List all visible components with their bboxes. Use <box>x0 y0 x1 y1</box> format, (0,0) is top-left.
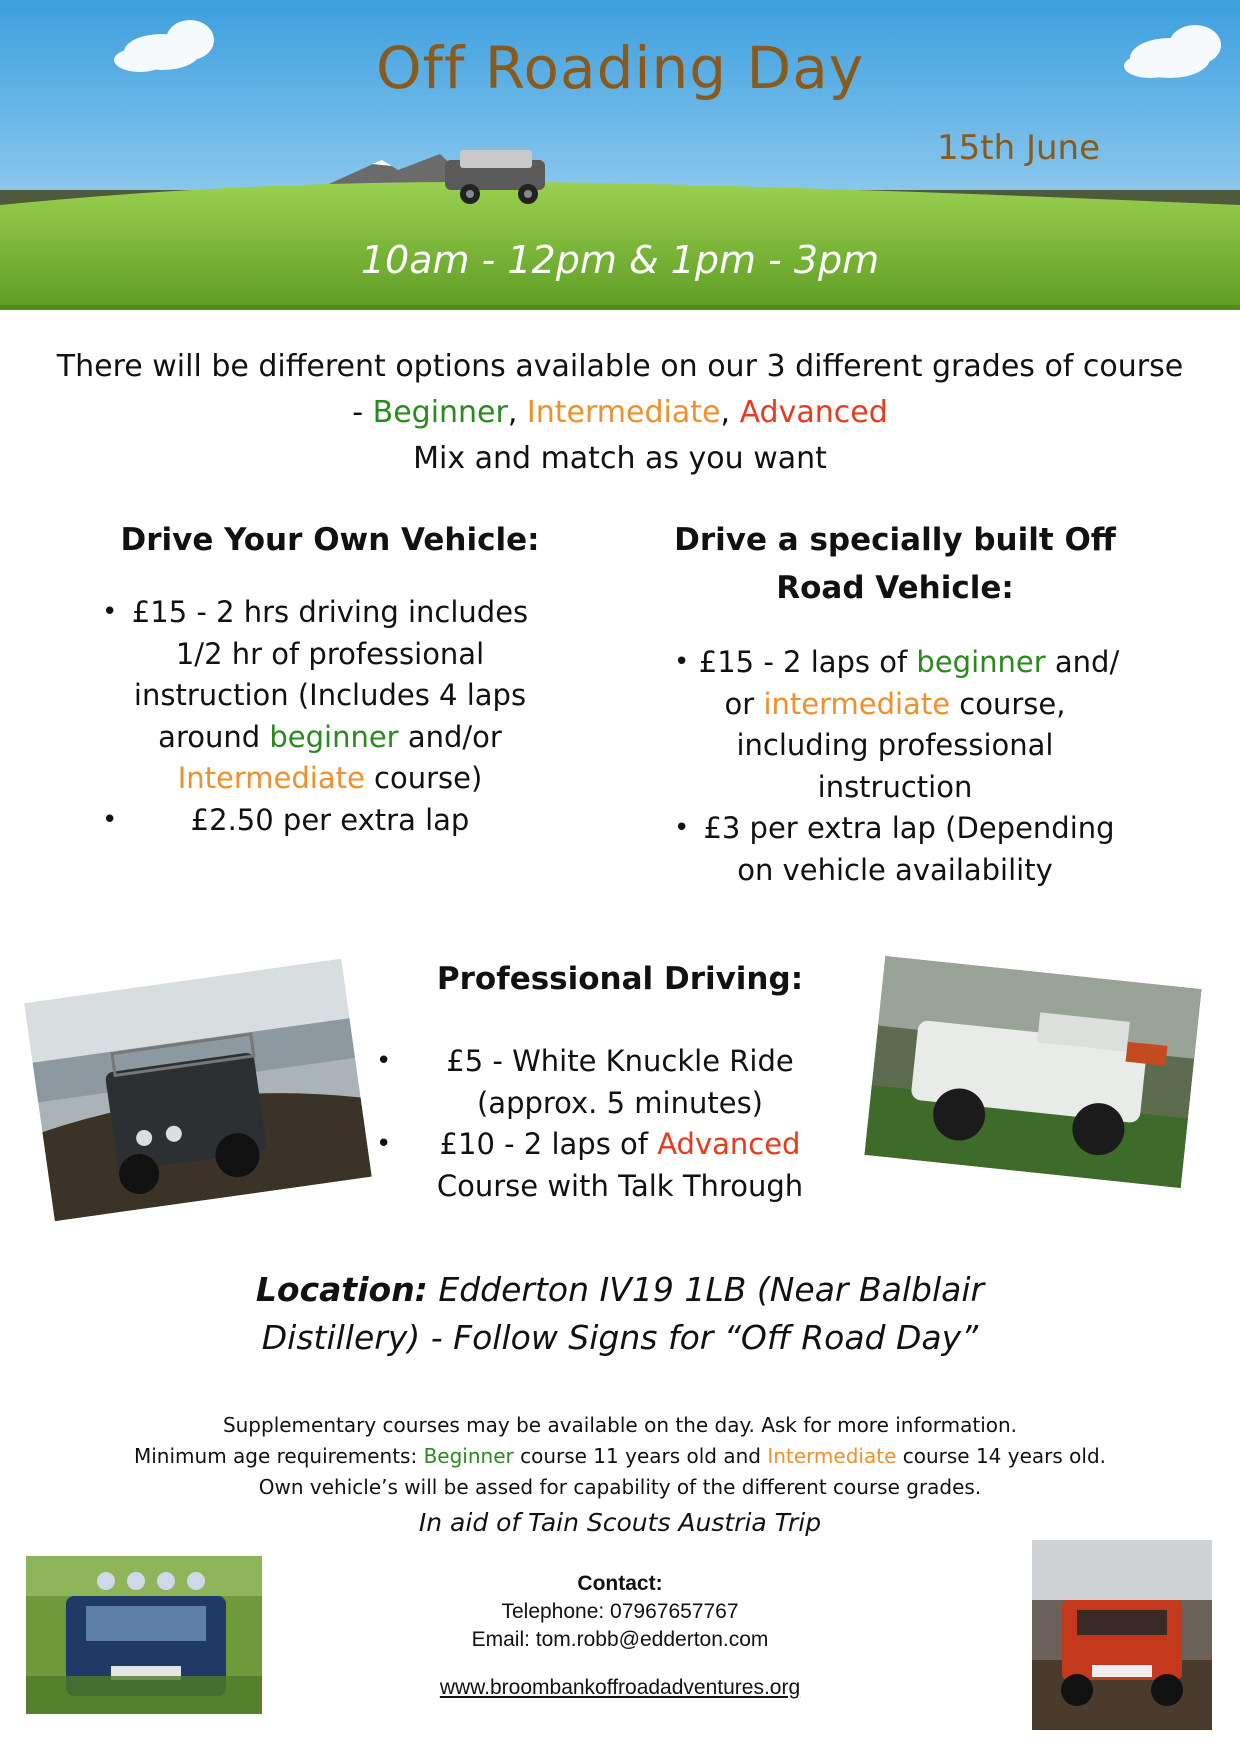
list-item <box>650 808 1140 891</box>
built-vehicle-list <box>650 642 1140 891</box>
photo-white-rangerover <box>864 956 1201 1188</box>
location-address: Edderton IV19 1LB (Near Balblair <box>427 1270 985 1309</box>
event-date: 15th June <box>937 128 1100 168</box>
own-vehicle-section <box>70 516 590 841</box>
contact-heading: Contact: <box>577 1572 663 1595</box>
intro-dash: - <box>352 395 373 430</box>
intro-line-1: There will be different options available on our 3 different grades of course <box>56 349 1184 384</box>
note-line-2 <box>0 1441 1240 1472</box>
text-fragment: £15 - 2 laps of <box>698 645 917 679</box>
bullet-icon: • <box>102 597 118 627</box>
photo-landrover-hill <box>24 959 372 1221</box>
list-item-text <box>70 758 590 800</box>
list-item <box>650 642 1140 808</box>
built-vehicle-heading <box>650 516 1140 612</box>
bullet-icon: • <box>376 1046 392 1076</box>
list-item-text: £2.50 per extra lap <box>190 802 470 837</box>
bullet-icon: • <box>674 647 690 677</box>
location-label: Location: <box>255 1270 428 1309</box>
location-line-1 <box>0 1266 1240 1314</box>
red-landrover-photo-icon <box>1032 1540 1212 1730</box>
text-fragment: around <box>158 719 270 754</box>
grade-intermediate: Intermediate <box>177 761 365 795</box>
header-banner <box>0 0 1240 310</box>
grade-beginner: Beginner <box>372 395 508 430</box>
professional-list <box>360 1041 880 1207</box>
bullet-icon: • <box>102 804 118 835</box>
list-item-text <box>70 717 590 759</box>
list-item-text: 1/2 hr of professional <box>175 636 485 671</box>
contact-telephone[interactable]: Telephone: 07967657767 <box>501 1600 739 1623</box>
professional-section <box>360 955 880 1207</box>
list-item <box>70 800 590 842</box>
rangerover-photo-icon <box>864 956 1201 1188</box>
note-line-3: Own vehicle’s will be assed for capability of the different course grades. <box>258 1475 982 1499</box>
list-item-text: £15 - 2 hrs driving includes <box>131 595 529 629</box>
bullet-icon: • <box>376 1129 392 1159</box>
photo-red-landrover <box>1032 1540 1212 1730</box>
text-fragment: or <box>724 686 764 721</box>
landrover-photo-icon <box>24 959 372 1221</box>
text-fragment: and/or <box>398 719 502 754</box>
intro-comma: , <box>507 395 527 430</box>
intro-text <box>0 344 1240 482</box>
notes-block <box>0 1410 1240 1543</box>
grade-intermediate: Intermediate <box>767 1444 897 1468</box>
text-fragment: and/ <box>1045 645 1120 679</box>
list-item-text: Course with Talk Through <box>436 1168 804 1203</box>
own-vehicle-heading: Drive Your Own Vehicle: <box>120 522 540 558</box>
website-link[interactable]: www.broombankoffroadadventures.org <box>439 1676 801 1699</box>
built-vehicle-section <box>650 516 1140 891</box>
list-item-text: £5 - White Knuckle Ride <box>446 1044 794 1078</box>
heading-line: Drive a specially built Off <box>674 522 1116 558</box>
location-line-2: Distillery) - Follow Signs for “Off Road Day” <box>261 1318 979 1357</box>
list-item <box>360 1124 880 1207</box>
list-item-text: on vehicle availability <box>737 852 1053 887</box>
text-fragment: course) <box>364 761 483 795</box>
text-fragment: £10 - 2 laps of <box>439 1127 658 1161</box>
grade-advanced: Advanced <box>657 1127 801 1161</box>
list-item-text: instruction <box>817 769 973 804</box>
grade-beginner: Beginner <box>423 1444 514 1468</box>
text-fragment: course 11 years old and <box>513 1444 768 1468</box>
list-item-text <box>360 1124 880 1166</box>
list-item-text: £3 per extra lap (Depending <box>703 811 1115 845</box>
list-item-text <box>650 642 1140 684</box>
grade-beginner: beginner <box>269 719 399 754</box>
heading-line: Road Vehicle: <box>776 570 1014 606</box>
text-fragment: Minimum age requirements: <box>133 1444 424 1468</box>
grade-advanced: Advanced <box>739 395 888 430</box>
grade-intermediate: Intermediate <box>526 395 721 430</box>
event-times: 10am - 12pm & 1pm - 3pm <box>360 238 880 282</box>
professional-heading: Professional Driving: <box>436 961 804 997</box>
list-item <box>360 1041 880 1124</box>
list-item-text: (approx. 5 minutes) <box>476 1085 763 1120</box>
list-item-text <box>650 684 1140 726</box>
contact-email[interactable]: Email: tom.robb@edderton.com <box>471 1628 769 1651</box>
bullet-icon: • <box>674 813 690 843</box>
intro-line-2 <box>0 390 1240 436</box>
intro-comma: , <box>720 395 740 430</box>
grade-intermediate: intermediate <box>763 686 951 721</box>
list-item <box>70 592 590 800</box>
list-item-text: instruction (Includes 4 laps <box>133 678 527 712</box>
charity-note: In aid of Tain Scouts Austria Trip <box>418 1508 822 1537</box>
own-vehicle-list <box>70 592 590 841</box>
text-fragment: course, <box>950 686 1066 721</box>
grade-beginner: beginner <box>916 645 1046 679</box>
location-block <box>0 1266 1240 1362</box>
text-fragment: course 14 years old. <box>896 1444 1107 1468</box>
list-item-text: including professional <box>736 728 1054 762</box>
intro-line-3: Mix and match as you want <box>413 441 827 476</box>
note-line-1: Supplementary courses may be available on the day. Ask for more information. <box>222 1413 1018 1437</box>
event-title: Off Roading Day <box>375 34 865 102</box>
